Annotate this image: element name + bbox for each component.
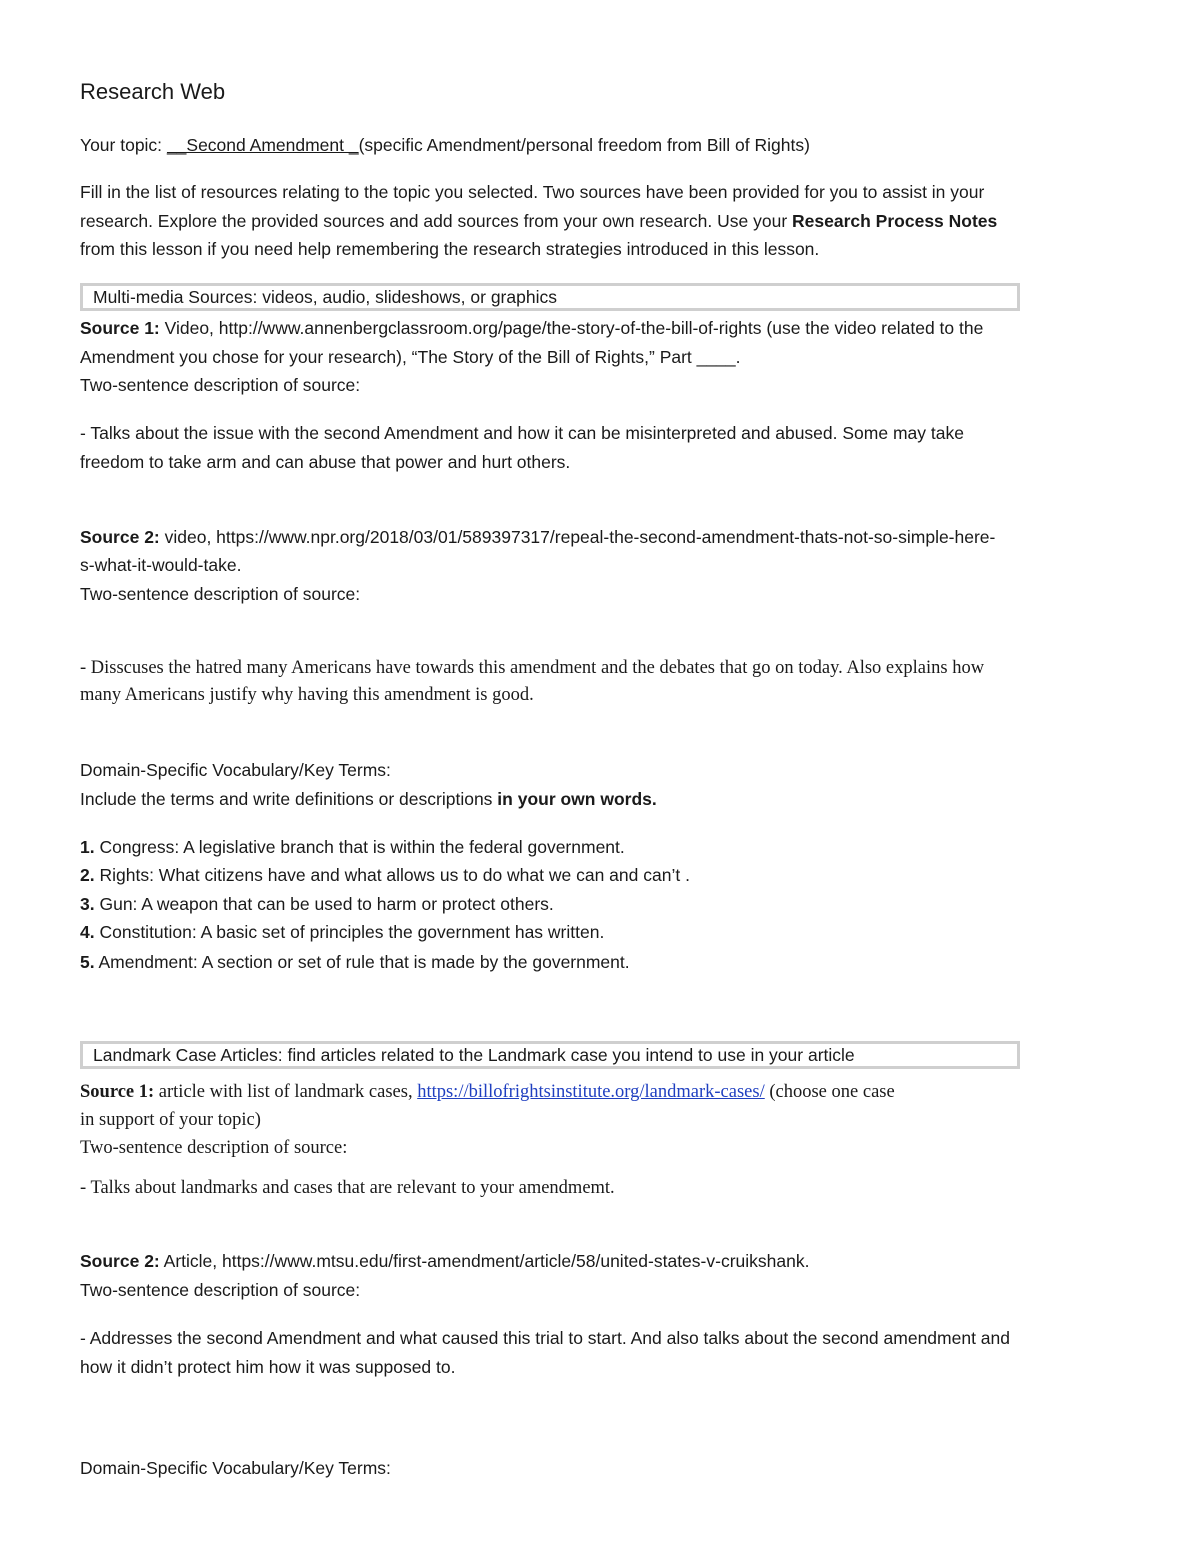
term-number: 1. xyxy=(80,837,95,857)
lm-source1-line-1 xyxy=(80,1082,1125,1102)
vocab1-term xyxy=(80,922,1125,942)
term-number: 4. xyxy=(80,922,95,942)
topic-value: __Second Amendment _ xyxy=(166,135,359,155)
mm-source1-line-1 xyxy=(80,318,1125,338)
lm-source2-desc-1: - Addresses the second Amendment and what caused this trial to start. And also talks about the second amendment and xyxy=(80,1328,1011,1348)
page-title: Research Web xyxy=(80,79,226,104)
term-number: 3. xyxy=(80,894,95,914)
mm-source1-desc-2: freedom to take arm and can abuse that power and hurt others. xyxy=(80,452,571,472)
term-text: Congress: A legislative branch that is within the federal government. xyxy=(94,837,625,857)
term-text: Rights: What citizens have and what allows us to do what we can and can’t . xyxy=(94,865,690,885)
lm-source1-desc-1: - Talks about landmarks and cases that are relevant to your amendmemt. xyxy=(80,1178,615,1198)
mm-source2-desc-1: - Disscuses the hatred many Americans have towards this amendment and the debates that go on today. Also explains how xyxy=(80,658,985,678)
lm-source1-line-2: in support of your topic) xyxy=(80,1110,261,1130)
topic-line xyxy=(80,135,1125,155)
mm-source2-text: video, https://www.npr.org/2018/03/01/589397317/repeal-the-second-amendment-thats-not-so-simple-here- xyxy=(159,527,996,547)
vocab1-instruction-text: Include the terms and write definitions or descriptions xyxy=(80,789,498,809)
landmark-cases-link[interactable]: https://billofrightsinstitute.org/landmark-cases/ xyxy=(417,1082,765,1102)
research-notes-bold: Research Process Notes xyxy=(792,211,998,231)
vocab1-term xyxy=(80,865,1125,885)
lm-source2-desc-2: how it didn’t protect him how it was supposed to. xyxy=(80,1357,456,1377)
multimedia-section-box: Multi-media Sources: videos, audio, slideshows, or graphics xyxy=(80,283,1020,311)
vocab1-term xyxy=(80,952,1125,972)
mm-source2-line-2: s-what-it-would-take. xyxy=(80,555,242,575)
lm-source1-label: Source 1: xyxy=(80,1082,155,1102)
mm-source1-desc-label: Two-sentence description of source: xyxy=(80,375,361,395)
mm-source2-desc-2: many Americans justify why having this amendment is good. xyxy=(80,685,534,705)
vocab1-instruction-bold: in your own words. xyxy=(497,789,657,809)
mm-source1-text: Video, http://www.annenbergclassroom.org/page/the-story-of-the-bill-of-rights (use the video related to the xyxy=(159,318,984,338)
landmark-section-box: Landmark Case Articles: find articles related to the Landmark case you intend to use in your article xyxy=(80,1041,1020,1069)
lm-source1-desc-label: Two-sentence description of source: xyxy=(80,1138,348,1158)
mm-source1-desc-1: - Talks about the issue with the second Amendment and how it can be misinterpreted and abused. Some may take xyxy=(80,423,964,443)
term-text: Amendment: A section or set of rule that is made by the government. xyxy=(94,952,630,972)
topic-note: (specific Amendment/personal freedom from Bill of Rights) xyxy=(358,135,810,155)
mm-source2-label: Source 2: xyxy=(80,527,160,547)
term-text: Constitution: A basic set of principles the government has written. xyxy=(94,922,605,942)
mm-source1-line-2: Amendment you chose for your research), “The Story of the Bill of Rights,” Part ____. xyxy=(80,347,741,367)
vocab1-term xyxy=(80,894,1125,914)
lm-source1-text: article with list of landmark cases, xyxy=(154,1082,418,1102)
topic-label: Your topic: xyxy=(80,135,163,155)
term-text: Gun: A weapon that can be used to harm or protect others. xyxy=(94,894,554,914)
vocab1-term xyxy=(80,837,1125,857)
lm-source2-text: Article, https://www.mtsu.edu/first-amendment/article/58/united-states-v-cruikshank. xyxy=(159,1251,810,1271)
vocab1-instruction xyxy=(80,789,1125,809)
instructions-line-3: from this lesson if you need help remembering the research strategies introduced in this lesson. xyxy=(80,239,820,259)
instructions-line-2 xyxy=(80,211,1125,231)
lm-source1-text-tail: (choose one case xyxy=(764,1082,895,1102)
mm-source1-label: Source 1: xyxy=(80,318,160,338)
instructions-line-1: Fill in the list of resources relating to the topic you selected. Two sources have been provided for you to assist in your xyxy=(80,182,985,202)
term-number: 2. xyxy=(80,865,95,885)
mm-source2-line-1 xyxy=(80,527,1125,547)
vocab2-heading: Domain-Specific Vocabulary/Key Terms: xyxy=(80,1458,391,1478)
lm-source2-label: Source 2: xyxy=(80,1251,160,1271)
instructions-text: research. Explore the provided sources and add sources from your own research. Use your xyxy=(80,211,793,231)
term-number: 5. xyxy=(80,952,95,972)
mm-source2-desc-label: Two-sentence description of source: xyxy=(80,584,361,604)
vocab1-heading: Domain-Specific Vocabulary/Key Terms: xyxy=(80,760,391,780)
lm-source2-line-1 xyxy=(80,1251,1125,1271)
lm-source2-desc-label: Two-sentence description of source: xyxy=(80,1280,361,1300)
